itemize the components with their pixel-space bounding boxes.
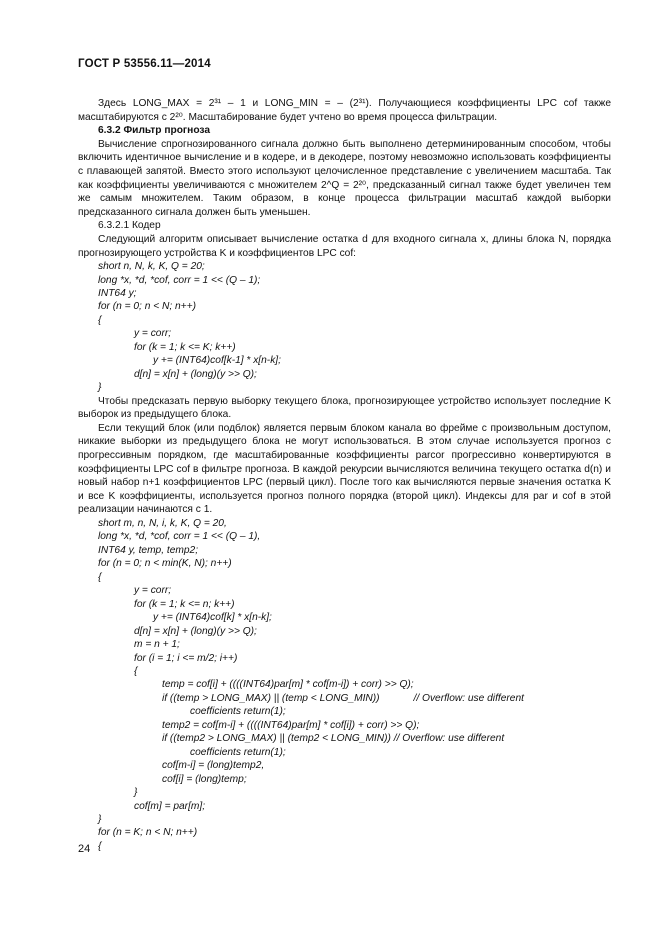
code-line: coefficients return(1);	[190, 706, 286, 718]
code-line: d[n] = x[n] + (long)(y >> Q);	[134, 625, 257, 637]
code-line: y += (INT64)cof[k] * x[n-k];	[153, 612, 272, 624]
section-heading-6-3-2-1: 6.3.2.1 Кодер	[98, 220, 161, 232]
code-line: }	[98, 813, 102, 825]
code-line: }	[98, 382, 102, 394]
code-line: coefficients return(1);	[190, 746, 286, 758]
code-line: temp = cof[i] + ((((INT64)par[m] * cof[m-i]) + corr) >> Q);	[162, 679, 414, 691]
code-line: for (k = 1; k <= n; k++)	[134, 598, 235, 610]
code-line: cof[m] = par[m];	[134, 800, 206, 812]
code-line: d[n] = x[n] + (long)(y >> Q);	[134, 368, 257, 380]
paragraph-first-sample: Чтобы предсказать первую выборку текущего блока, прогнозирующее устройство использует последние K выборок из предыдущего блока.	[78, 395, 611, 421]
code-line: }	[134, 787, 138, 799]
code-line: short m, n, N, i, k, K, Q = 20,	[98, 518, 227, 529]
code-line: INT64 y;	[98, 288, 137, 300]
code-line: if ((temp > LONG_MAX) || (temp < LONG_MIN)) // Overflow: use different	[162, 692, 524, 704]
code-block-encoder	[78, 260, 611, 395]
code-line: y = corr;	[134, 585, 172, 597]
section-heading-6-3-2: 6.3.2 Фильтр прогноза	[98, 125, 211, 137]
code-line: m = n + 1;	[134, 639, 180, 651]
document-header: ГОСТ Р 53556.11—2014	[78, 58, 211, 70]
code-line: short n, N, k, K, Q = 20;	[98, 261, 205, 273]
paragraph-encoder-algorithm: Следующий алгоритм описывает вычисление остатка d для входного сигнала x, длины блока N, порядка прогнозирующего устройства K и коэффициентов LPC cof:	[78, 233, 611, 259]
code-line: cof[m-i] = (long)temp2,	[162, 760, 265, 772]
code-line: long *x, *d, *cof, corr = 1 << (Q – 1);	[98, 274, 261, 286]
paragraph-long-max: Здесь LONG_MAX = 2³¹ – 1 и LONG_MIN = – (2³¹). Получающиеся коэффициенты LPC cof также масштабируются с 2²⁰. Масштабирование будет учтено во время процесса фильтрации.	[78, 98, 611, 123]
code-line: temp2 = cof[m-i] + ((((INT64)par[m] * cof[i]) + corr) >> Q);	[162, 719, 420, 731]
code-line: {	[134, 665, 138, 677]
code-block-progressive-prediction	[78, 517, 611, 853]
code-line: for (n = 0; n < N; n++)	[98, 301, 196, 313]
code-line: y += (INT64)cof[k-1] * x[n-k];	[153, 355, 281, 367]
page-number: 24	[78, 843, 91, 855]
code-line: INT64 y, temp, temp2;	[98, 544, 199, 556]
code-line: y = corr;	[134, 328, 172, 340]
paragraph-random-access: Если текущий блок (или подблок) является первым блоком канала во фрейме с произвольным доступом, никакие выборки из предыдущего блока не могут использоваться. В этом случае используется прогноз с прогрессивным порядком, где масштабированные коэффициенты parcor прогрессивно конвертируются в коэффициенты LPC cof в фильтре прогноза. В каждой рекурсии вычисляются величина текущего остатка d(n) и новый набор n+1 коэффициентов LPC (первый цикл). После того как вычисляются первые значения остатка K и все K коэффициенты, используется прогноз полного порядка (второй цикл). Индексы для par и cof в этой реализации начинаются с 1.	[78, 422, 611, 516]
code-line: cof[i] = (long)temp;	[162, 773, 247, 785]
code-line: {	[98, 314, 102, 326]
code-line: for (k = 1; k <= K; k++)	[134, 341, 236, 353]
code-line: long *x, *d, *cof, corr = 1 << (Q – 1),	[98, 531, 261, 543]
code-line: for (i = 1; i <= m/2; i++)	[134, 652, 238, 664]
code-line: for (n = 0; n < min(K, N); n++)	[98, 558, 232, 570]
code-line: {	[98, 571, 102, 583]
code-line: {	[98, 840, 102, 852]
code-line: for (n = K; n < N; n++)	[98, 827, 198, 839]
code-line: if ((temp2 > LONG_MAX) || (temp2 < LONG_MIN)) // Overflow: use different	[162, 733, 505, 745]
paragraph-prediction-filter: Вычисление спрогнозированного сигнала должно быть выполнено детерминированным способом, чтобы включить идентичное вычисление и в кодере, и в декодере, поэтому невозможно использовать коэффициенты с плавающей запятой. Вместо этого используют целочисленное представление с увеличением масштаба. Так как коэффициенты увеличиваются с множителем 2^Q = 2²⁰, предсказанный сигнал также будет увеличен тем же самым множителем. Таким образом, в конце процесса фильтрации масштаб каждой выборки предсказанного сигнала должен быть уменьшен.	[78, 138, 611, 218]
